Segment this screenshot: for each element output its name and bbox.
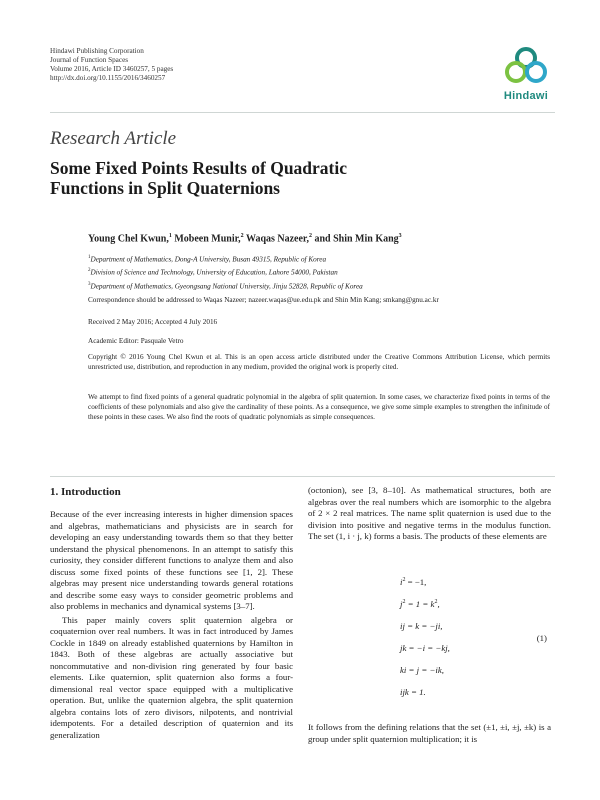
journal-header	[50, 47, 173, 83]
equation-line: ki = j = −ik,	[400, 665, 444, 675]
equation-number: (1)	[536, 633, 547, 643]
copyright-notice: Copyright © 2016 Young Chel Kwun et al. This is an open access article distributed under the Creative Commons Attribution License, which permits unrestricted use, distribution, and reproduction in any medium, provided the original work is properly cited.	[88, 353, 550, 371]
affiliations	[88, 252, 363, 292]
affiliation: $^2$Division of Science and Technology, University of Education, Lahore 54000, Pakistan	[88, 268, 338, 277]
hindawi-logo[interactable]	[498, 46, 554, 108]
author-list	[88, 233, 402, 244]
right-column	[308, 485, 551, 543]
doi-link[interactable]: http://dx.doi.org/10.1155/2016/3460257	[50, 74, 166, 82]
publisher-line: Hindawi Publishing Corporation	[50, 47, 144, 55]
author-affil-mark: 1	[168, 233, 172, 239]
author-name: Young Chel Kwun,	[88, 233, 169, 245]
author-name: and Shin Min Kang	[311, 233, 399, 245]
abstract: We attempt to find fixed points of a general quadratic polynomial in the algebra of split quaternion. In some cases, we characterize fixed points in terms of the coefficients of these polynomials and also give the cardinality of these points. As a consequence, we give some simple examples to strengthen the infinitude of these points in these cases. We also find the roots of quadratic polynomials as simple consequences.	[88, 393, 550, 421]
correspondence: Correspondence should be addressed to Waqas Nazeer; nazeer.waqas@ue.edu.pk and Shin Min Kang; smkang@gnu.ac.kr	[88, 296, 439, 304]
section-heading: 1. Introduction	[50, 486, 121, 498]
equation-line: ijk = 1.	[400, 687, 426, 697]
received-date: Received 2 May 2016; Accepted 4 July 2016	[88, 318, 218, 326]
paper-title	[50, 158, 347, 198]
equation-line: jk = −i = −kj,	[400, 643, 450, 653]
author-affil-mark: 2	[240, 233, 244, 239]
equation-block	[308, 577, 551, 705]
author-affil-mark: 2	[308, 233, 312, 239]
hindawi-rings-icon	[498, 46, 554, 90]
equation-line: $i^2 = -1$,	[400, 577, 427, 587]
volume-line: Volume 2016, Article ID 3460257, 5 pages	[50, 65, 174, 73]
equation-line: $j^2 = 1 = k^2$,	[400, 599, 440, 609]
author-affil-mark: 3	[398, 233, 402, 239]
section-divider	[50, 476, 555, 477]
title-line: Some Fixed Points Results of Quadratic	[50, 158, 348, 178]
paragraph: This paper mainly covers split quaternion algebra or coquaternion over real numbers. It was in fact introduced by James Cockle in 1849 on already established quaternions by Hamilton in 1843. Both of these algebras are actually associative but noncommutative and non-division ring generated by four basic elements. Like quaternion, split quaternion also forms a four-dimensional real vector space equipped with a multiplicative operation. But, unlike the quaternion algebra, the split quaternion algebra contains lots of zero divisors, nilpotents, and nontrivial idempotents. For a detailed description of quaternion and its generalization	[50, 614, 293, 740]
paragraph: It follows from the defining relations that the set (±1, ±i, ±j, ±k) is a group under split quaternion multiplication; it is	[308, 722, 551, 744]
paragraph: (octonion), see [3, 8–10]. As mathematical structures, both are algebras over the real numbers which are isomorphic to the algebra of 2 × 2 real matrices. The name split quaternion is used due to the division into positive and negative terms in the modulus function. The set (1, i · j, k) forms a basis. The products of these elements are	[308, 485, 551, 541]
logo-text: Hindawi	[503, 90, 549, 102]
equation-line: ij = k = −ji,	[400, 621, 443, 631]
affiliation: $^1$Department of Mathematics, Dong-A University, Busan 49315, Republic of Korea	[88, 255, 327, 264]
paragraph: Because of the ever increasing interests in higher dimension spaces and algebras, mathematicians and physicists are in search for developing an easy understanding towards them so that they better understand the physical phenomenons. In an attempt to satisfy this curiosity, they consider different functions to analyze them and also discuss some fixed points of these functions see [1, 2]. These algebras may present nice understanding towards general rotations and describe some easy ways to consider geometric problems and also problems in mechanics and dynamical systems [3–7].	[50, 509, 293, 611]
author-name: Waqas Nazeer,	[243, 233, 309, 245]
journal-name: Journal of Function Spaces	[50, 56, 129, 64]
article-type: Research Article	[50, 128, 177, 149]
affiliation: $^3$Department of Mathematics, Gyeongsang National University, Jinju 52828, Republic of Korea	[88, 281, 363, 291]
author-name: Mobeen Munir,	[171, 233, 241, 245]
academic-editor: Academic Editor: Pasquale Vetro	[88, 337, 184, 345]
title-line: Functions in Split Quaternions	[50, 178, 280, 198]
header-divider	[50, 112, 555, 113]
left-column	[50, 485, 293, 741]
